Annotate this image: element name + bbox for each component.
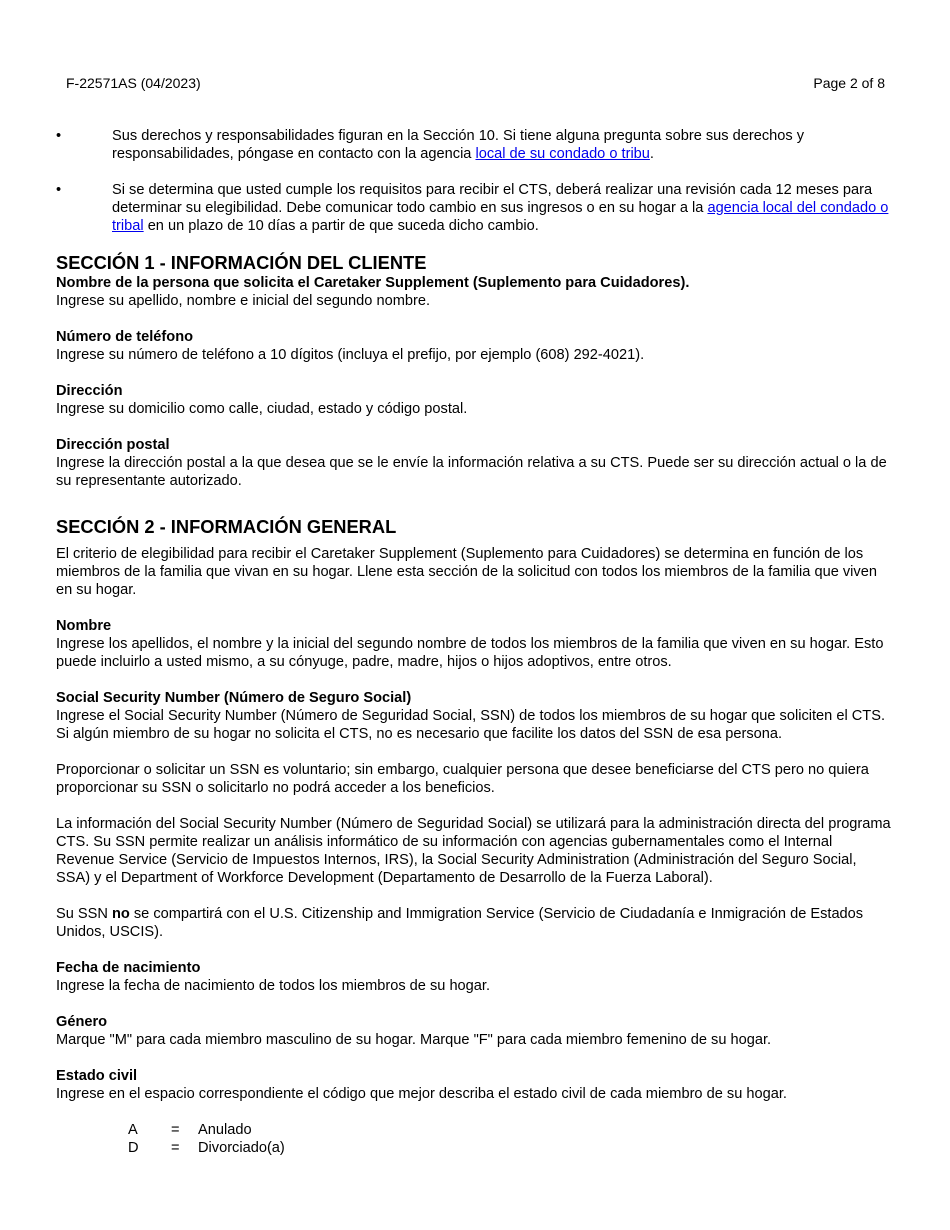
marital-code-row: D = Divorciado(a)	[128, 1140, 285, 1156]
bullet-icon: •	[56, 128, 62, 144]
page-number: Page 2 of 8	[813, 75, 885, 91]
ssn-voluntary-text: Proporcionar o solicitar un SSN es voluntario; sin embargo, cualquier persona que desee beneficiarse del CTS pero no quiera proporcionar su SSN o solicitarlo no podrá acceder a los beneficios.	[56, 762, 869, 796]
gender-text: Marque "M" para cada miembro masculino de su hogar. Marque "F" para cada miembro femenino de su hogar.	[56, 1032, 772, 1048]
gender-heading: Género	[56, 1014, 108, 1030]
phone-heading: Número de teléfono	[56, 329, 194, 345]
county-tribal-agency-link[interactable]: agencia local del condado o tribal	[112, 200, 889, 234]
county-tribe-link[interactable]: local de su condado o tribu	[475, 146, 650, 162]
form-id: F-22571AS (04/2023)	[66, 75, 201, 91]
marital-heading: Estado civil	[56, 1068, 138, 1084]
address-heading: Dirección	[56, 383, 123, 399]
document-body	[56, 127, 894, 1157]
dob-heading: Fecha de nacimiento	[56, 960, 201, 976]
ssn-usage-text: La información del Social Security Number (Número de Seguridad Social) se utilizará para la administración directa del programa CTS. Su SSN permite realizar un análisis informático de su información con agencias gubernamentales como el Internal Revenue Service (Servicio de Impuestos Internos, IRS), la Social Security Administration (Administración del Seguro Social, SSA) y el Department of Workforce Development (Departamento de Desarrollo de la Fuerza Laboral).	[56, 816, 891, 886]
section1-title: SECCIÓN 1 - INFORMACIÓN DEL CLIENTE	[56, 252, 427, 273]
section2-title: SECCIÓN 2 - INFORMACIÓN GENERAL	[56, 516, 397, 537]
marital-text: Ingrese en el espacio correspondiente el código que mejor describa el estado civil de cada miembro de su hogar.	[56, 1086, 787, 1102]
marital-code-list	[128, 1121, 894, 1157]
phone-text: Ingrese su número de teléfono a 10 dígitos (incluya el prefijo, por ejemplo (608) 292-4021).	[56, 347, 645, 363]
bullet-icon: •	[56, 182, 62, 198]
marital-code-row: A = Anulado	[128, 1122, 252, 1138]
member-name-text: Ingrese los apellidos, el nombre y la inicial del segundo nombre de todos los miembros de la familia que viven en su hogar. Esto puede incluirlo a usted mismo, a su cónyuge, padre, madre, hijos o hijos adoptivos, entre otros.	[56, 636, 884, 670]
ssn-share-text: Su SSN no se compartirá con el U.S. Citizenship and Immigration Service (Servicio de Ciudadanía e Inmigración de Estados Unidos, USCIS).	[56, 906, 864, 940]
member-name-heading: Nombre	[56, 618, 112, 634]
name-text: Ingrese su apellido, nombre e inicial del segundo nombre.	[56, 293, 430, 309]
mailing-heading: Dirección postal	[56, 437, 170, 453]
bullet-item: • Si se determina que usted cumple los requisitos para recibir el CTS, deberá realizar una revisión cada 12 meses para determinar su elegibilidad. Debe comunicar todo cambio en sus ingresos o en su hogar a la agencia local del condado o tribal en un plazo de 10 días a partir de que suceda dicho cambio.	[56, 182, 889, 234]
section2-intro: El criterio de elegibilidad para recibir el Caretaker Supplement (Suplemento para Cuidadores) se determina en función de los miembros de la familia que vivan en su hogar. Llene esta sección de la solicitud con todos los miembros de la familia que viven en su hogar.	[56, 546, 877, 598]
ssn-text: Ingrese el Social Security Number (Número de Seguridad Social, SSN) de todos los miembros de su hogar que soliciten el CTS. Si algún miembro de su hogar no solicita el CTS, no es necesario que facilite los datos del SSN de esa persona.	[56, 708, 885, 742]
name-heading: Nombre de la persona que solicita el Caretaker Supplement (Suplemento para Cuidadores).	[56, 275, 690, 291]
mailing-text: Ingrese la dirección postal a la que desea que se le envíe la información relativa a su CTS. Puede ser su dirección actual o la de su representante autorizado.	[56, 455, 887, 489]
ssn-heading: Social Security Number (Número de Seguro Social)	[56, 690, 412, 706]
bullet-item: • Sus derechos y responsabilidades figuran en la Sección 10. Si tiene alguna pregunta sobre sus derechos y responsabilidades, póngase en contacto con la agencia local de su condado o tribu.	[56, 128, 805, 162]
address-text: Ingrese su domicilio como calle, ciudad, estado y código postal.	[56, 401, 468, 417]
dob-text: Ingrese la fecha de nacimiento de todos los miembros de su hogar.	[56, 978, 491, 994]
